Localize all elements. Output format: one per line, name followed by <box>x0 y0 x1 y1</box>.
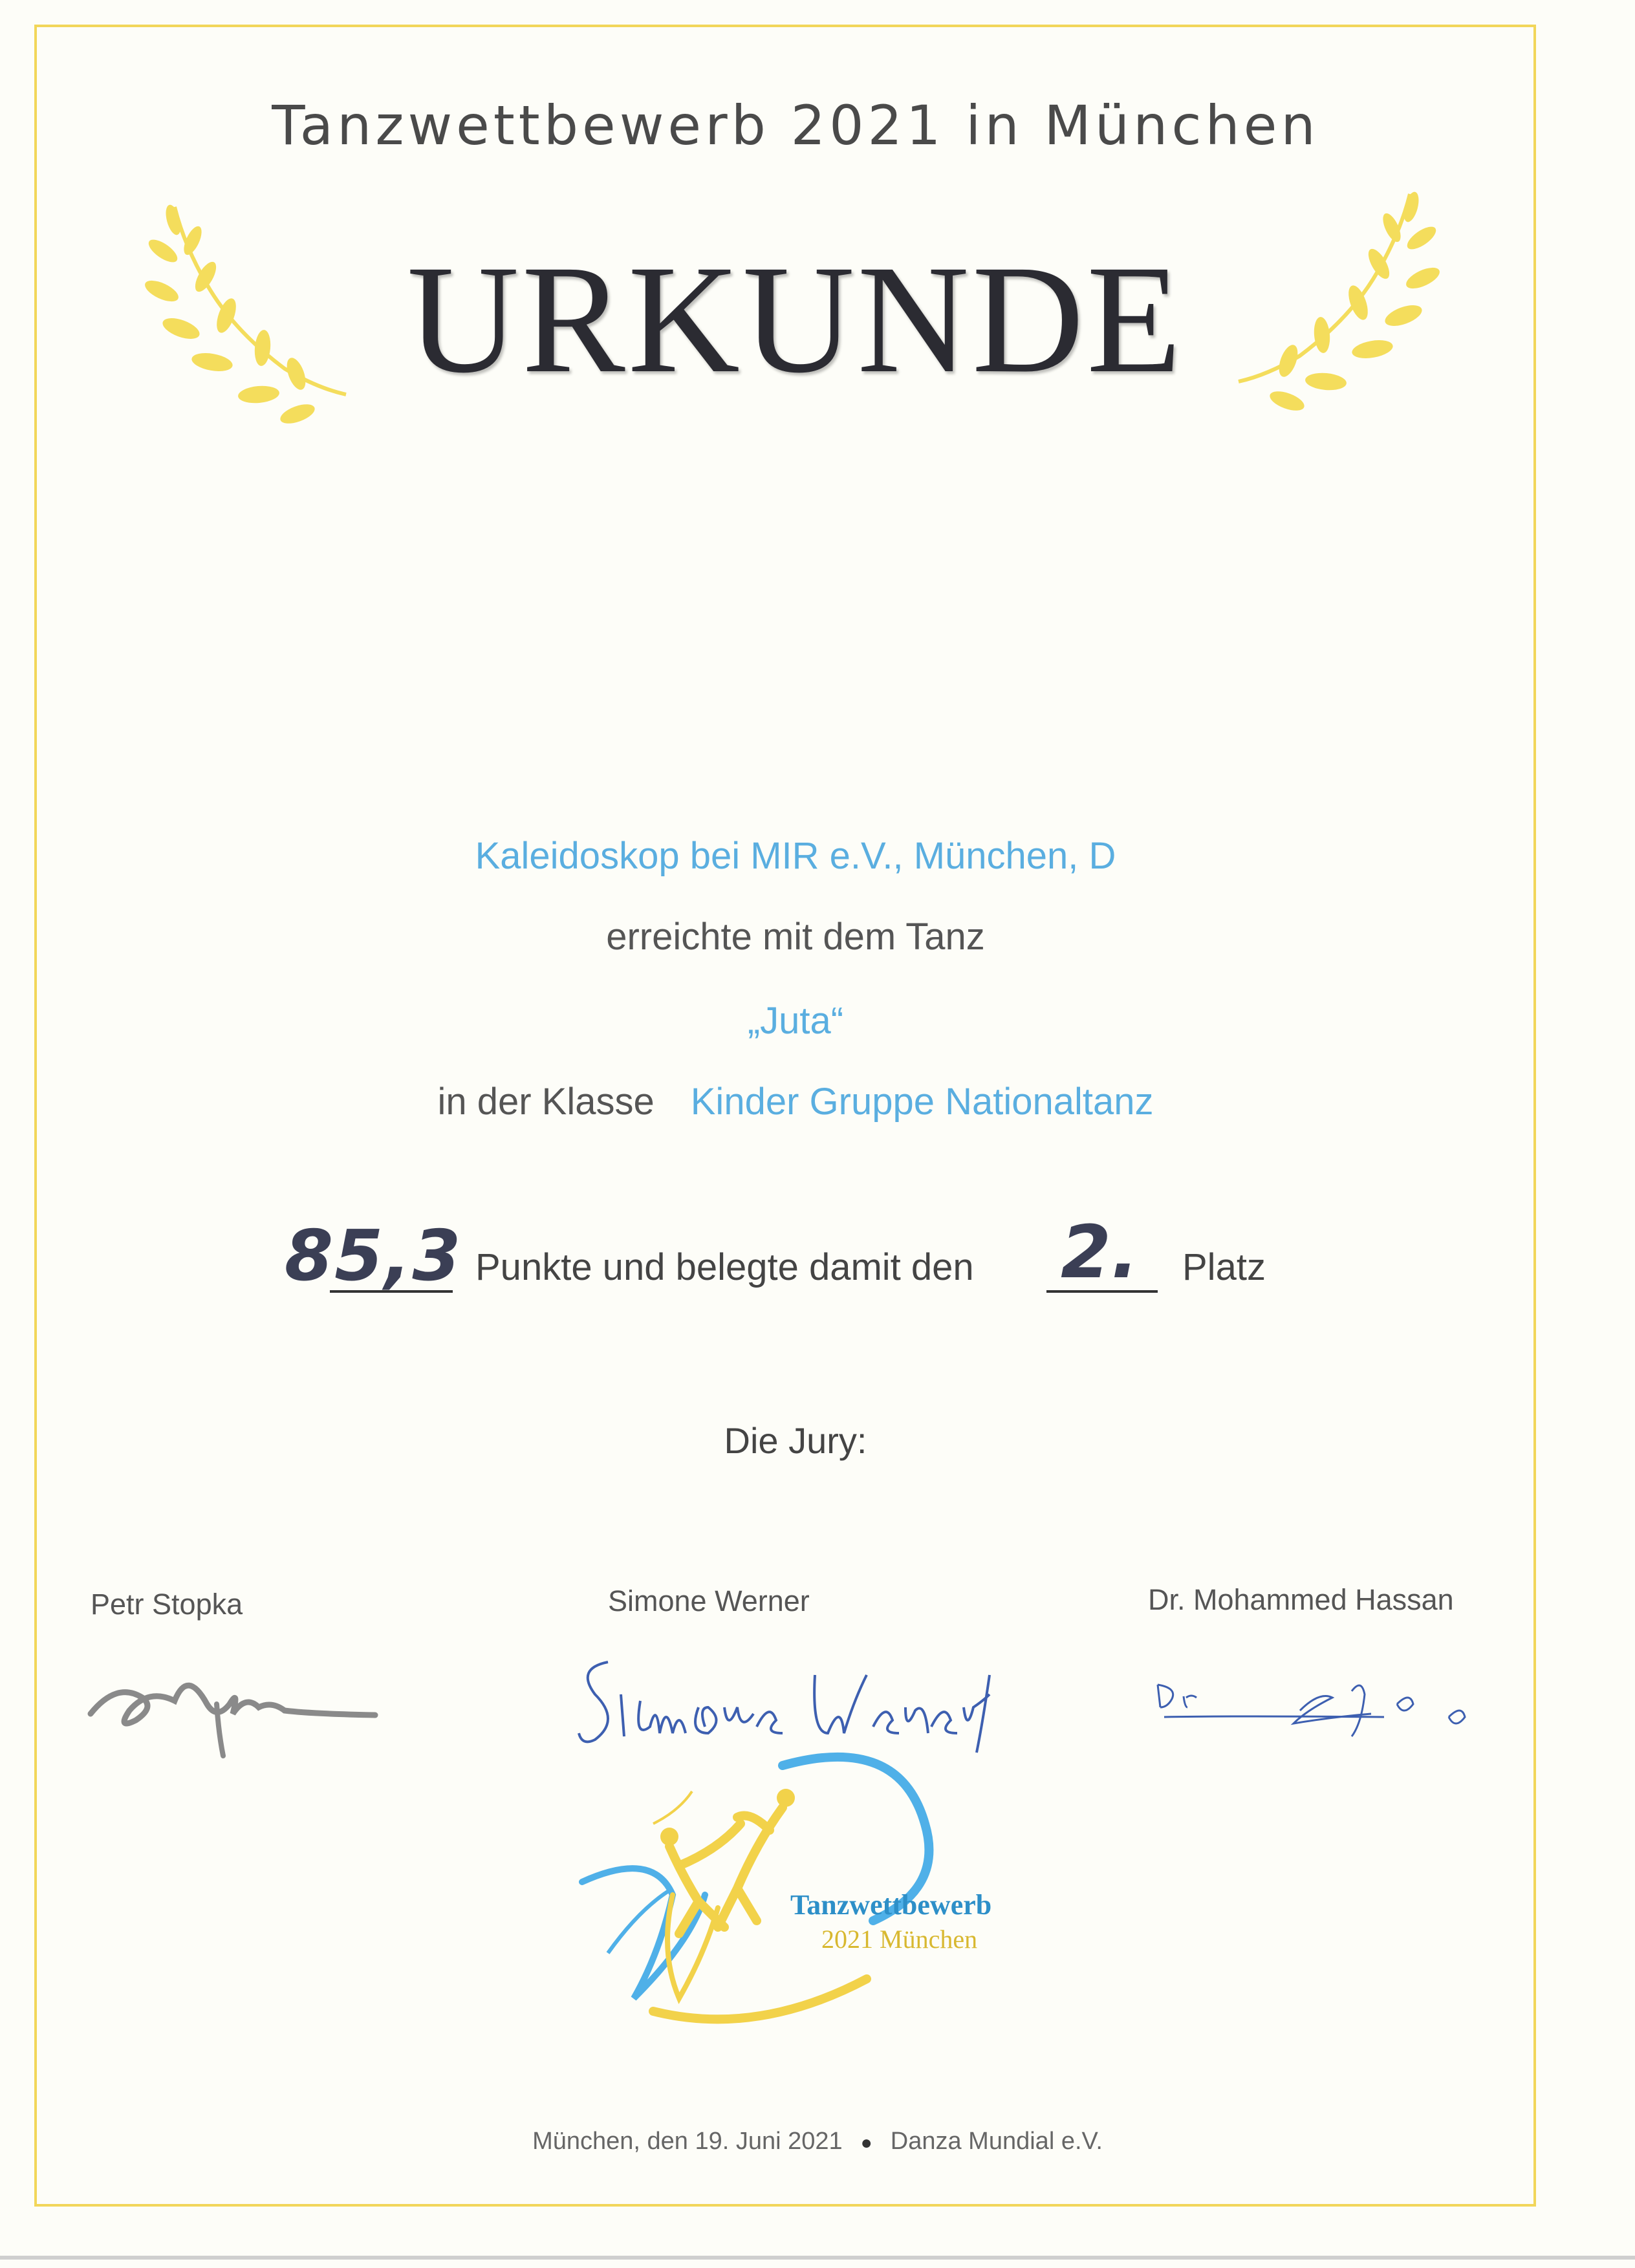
judge-name: Petr Stopka <box>91 1588 243 1621</box>
logo-name: Tanzwettbewerb <box>790 1889 992 1921</box>
class-label: in der Klasse <box>437 1081 655 1123</box>
footer-organizer: Danza Mundial e.V. <box>890 2128 1103 2155</box>
footer-separator: ● <box>860 2132 872 2154</box>
scan-edge-line <box>0 2256 1635 2260</box>
score-value: 85,3 <box>285 1216 462 1297</box>
judge-name: Simone Werner <box>608 1584 810 1617</box>
dance-name: „Juta“ <box>747 1000 844 1042</box>
footer <box>0 2128 1635 2155</box>
event-title: Tanzwettbewerb 2021 in München <box>272 94 1319 157</box>
signature-mohammed-hassan <box>1138 1652 1500 1749</box>
logo-subtitle: 2021 München <box>821 1925 978 1954</box>
place-value: 2. <box>1061 1211 1139 1295</box>
footer-place-date: München, den 19. Juni 2021 <box>532 2128 843 2155</box>
achieved-text: erreichte mit dem Tanz <box>606 916 985 958</box>
certificate-title: URKUNDE <box>407 233 1184 405</box>
class-value: Kinder Gruppe Nationaltanz <box>690 1081 1154 1123</box>
points-text: Punkte und belegte damit den <box>475 1246 974 1288</box>
signature-petr-stopka <box>78 1643 382 1759</box>
judge-name: Dr. Mohammed Hassan <box>1148 1583 1454 1616</box>
class-row <box>0 1080 1591 1123</box>
jury-title: Die Jury: <box>724 1420 867 1461</box>
score-row <box>0 1211 1635 1306</box>
participant-name: Kaleidoskop bei MIR e.V., München, D <box>475 835 1116 877</box>
place-text: Platz <box>1182 1246 1266 1288</box>
